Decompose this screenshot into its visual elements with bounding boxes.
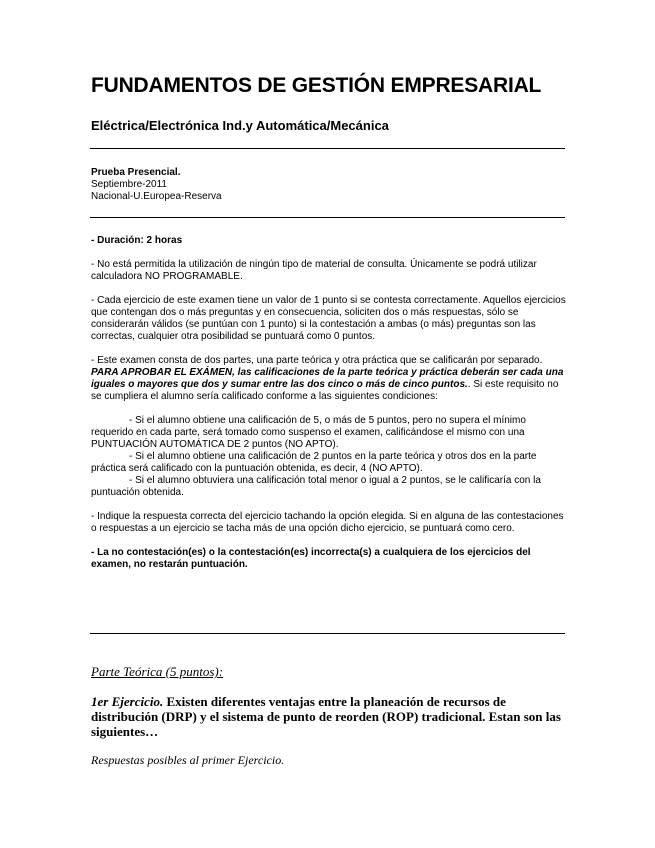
- divider-bottom: [90, 633, 565, 634]
- structure-paragraph: [91, 355, 566, 403]
- structure-text-a: - Este examen consta de dos partes, una parte teórica y otra práctica que se calificarán por separado.: [91, 355, 543, 366]
- structure-text-b: PARA APROBAR EL EXÁMEN, las calificaciones de la parte teórica y práctica deberán ser cada una iguales o mayores que dos y sumar entre las dos cinco o más de cinco puntos.: [91, 367, 564, 390]
- divider-middle: [90, 217, 565, 218]
- exercise-1-text: Existen diferentes ventajas entre la planeación de recursos de distribución (DRP) y el sistema de punto de reorden (ROP) tradicional. Estan son las siguientes…: [91, 694, 561, 739]
- page-title: FUNDAMENTOS DE GESTIÓN EMPRESARIAL: [91, 74, 542, 97]
- theory-heading: Parte Teórica (5 puntos):: [91, 664, 224, 679]
- divider-top: [90, 148, 565, 149]
- exam-scope: Nacional-U.Europea-Reserva: [91, 191, 222, 202]
- exercise-1-label: 1er Ejercicio.: [91, 694, 164, 709]
- condition-3: - Si el alumno obtuviera una calificación total menor o igual a 2 puntos, se le calificaría con la puntuación obtenida.: [91, 475, 541, 498]
- duration-text: - Duración: 2 horas: [91, 235, 183, 246]
- exercise-1: [91, 694, 569, 739]
- possible-answers-label: Respuestas posibles al primer Ejercicio.: [91, 753, 285, 767]
- condition-1: - Si el alumno obtiene una calificación de 5, o más de 5 puntos, pero no supera el mínimo requerido en cada parte, será tomado como suspenso el examen, calificándose el mismo con una PUNTUACIÓN AUTOMÁTICA DE 2 puntos (NO APTO).: [91, 415, 526, 450]
- exam-type: Prueba Presencial.: [91, 167, 181, 178]
- scoring-text: - Cada ejercicio de este examen tiene un valor de 1 punto si se contesta correctamente. Aquellos ejercicios que contengan dos o más preguntas y en consecuencia, soliciten dos o más respuestas, sólo se considerarán válidos (se puntúan con 1 punto) si la contestación a ambas (o más) preguntas son las correctas, cualquier otra posibilidad se puntuará como 0 puntos.: [91, 295, 566, 342]
- no-penalty-text: - La no contestación(es) o la contestación(es) incorrecta(s) a cualquiera de los ejercicios del examen, no restarán puntuación.: [91, 547, 531, 570]
- structure-text-c: . Si este requisito no se cumpliera el alumno sería calificado conforme a las siguientes condiciones:: [91, 379, 559, 402]
- condition-2: - Si el alumno obtiene una calificación de 2 puntos en la parte teórica y otros dos en la parte práctica será calificado con la puntuación obtenida, es decir, 4 (NO APTO).: [91, 451, 537, 474]
- exam-info: [91, 167, 222, 203]
- exam-date: Septiembre-2011: [91, 179, 167, 190]
- degree-subtitle: Eléctrica/Electrónica Ind.y Automática/Mecánica: [91, 118, 389, 133]
- answer-marking-text: - Indique la respuesta correcta del ejercicio tachando la opción elegida. Si en alguna de las contestaciones o respuestas a un ejercicio se tacha más de una opción dicho ejercicio, se puntuará como cero.: [91, 511, 564, 534]
- materials-text: - No está permitida la utilización de ningún tipo de material de consulta. Únicamente se podrá utilizar calculadora NO PROGRAMABLE.: [91, 259, 537, 282]
- instructions: [91, 235, 566, 571]
